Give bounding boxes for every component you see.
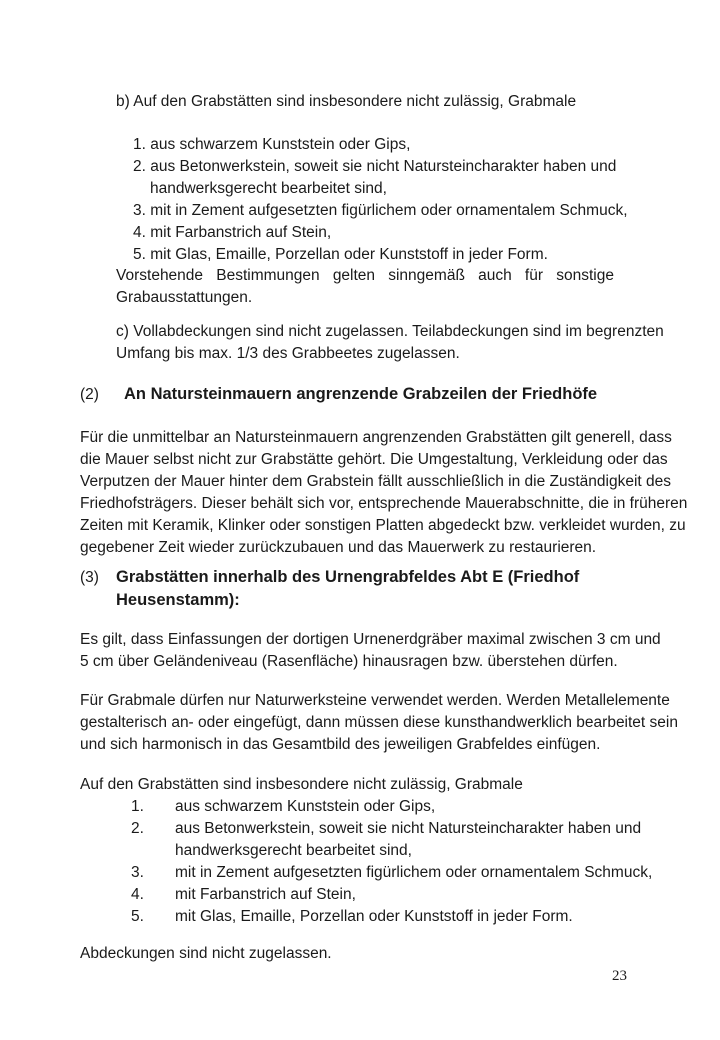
section-2-para-line: Für die unmittelbar an Natursteinmauern angrenzenden Grabstätten gilt generell, dass: [80, 429, 672, 446]
section-2-heading: An Natursteinmauern angrenzende Grabzeilen der Friedhöfe: [124, 385, 598, 403]
section-3-list-intro: Auf den Grabstätten sind insbesondere nicht zulässig, Grabmale: [80, 776, 523, 793]
list-number: 1.: [131, 798, 144, 815]
section-3-para-1-line: 5 cm über Geländeniveau (Rasenfläche) hinausragen bzw. überstehen dürfen.: [80, 653, 618, 670]
note-word: Bestimmungen: [216, 267, 320, 284]
section-3-para-2-line: gestalterisch an- oder eingefügt, dann müssen diese kunsthandwerklich bearbeitet sein: [80, 714, 678, 731]
list-number: 4.: [131, 886, 144, 903]
page-number: 23: [612, 968, 627, 984]
list-number: 5.: [131, 908, 144, 925]
section-b-item-1: 1. aus schwarzem Kunststein oder Gips,: [133, 136, 411, 153]
list-item-text: mit Farbanstrich auf Stein,: [175, 886, 356, 903]
section-3-para-2-line: Für Grabmale dürfen nur Naturwerksteine verwendet werden. Werden Metallelemente: [80, 692, 670, 709]
section-2-para-line: Zeiten mit Keramik, Klinker oder sonstigen Platten abgedeckt bzw. verkleidet wurden, zu: [80, 517, 686, 534]
section-3-number: (3): [80, 569, 99, 586]
section-2-para-line: Friedhofsträgers. Dieser behält sich vor, entsprechende Mauerabschnitte, die in früheren: [80, 495, 688, 512]
note-word: gelten: [332, 267, 376, 284]
note-word: Vorstehende: [116, 267, 204, 284]
list-item-text: handwerksgerecht bearbeitet sind,: [175, 842, 412, 859]
section-3-closing: Abdeckungen sind nicht zugelassen.: [80, 945, 332, 962]
list-item-text: aus schwarzem Kunststein oder Gips,: [175, 798, 436, 815]
section-b-note-line-2: Grabausstattungen.: [116, 289, 253, 306]
section-b-item-2: 2. aus Betonwerkstein, soweit sie nicht Natursteincharakter haben und: [133, 158, 617, 175]
list-number: 3.: [131, 864, 144, 881]
section-b-item-4: 4. mit Farbanstrich auf Stein,: [133, 224, 332, 241]
section-b-item-3: 3. mit in Zement aufgesetzten figürlichem oder ornamentalem Schmuck,: [133, 202, 628, 219]
section-b-item-5: 5. mit Glas, Emaille, Porzellan oder Kunststoff in jeder Form.: [133, 246, 548, 263]
list-item-text: mit Glas, Emaille, Porzellan oder Kunststoff in jeder Form.: [175, 908, 573, 925]
section-3-heading-line-1: Grabstätten innerhalb des Urnengrabfeldes Abt E (Friedhof: [116, 568, 580, 586]
section-3-heading-line-2: Heusenstamm):: [116, 591, 240, 609]
note-word: sinngemäß: [388, 267, 465, 284]
note-word: auch: [478, 267, 512, 284]
section-3-para-2-line: und sich harmonisch in das Gesamtbild des jeweiligen Grabfeldes einfügen.: [80, 736, 601, 753]
note-word: sonstige: [556, 267, 614, 284]
section-b-note: [116, 266, 614, 286]
section-2-para-line: die Mauer selbst nicht zur Grabstätte gehört. Die Umgestaltung, Verkleidung oder das: [80, 451, 668, 468]
section-2-para-line: gegebener Zeit wieder zurückzubauen und das Mauerwerk zu restaurieren.: [80, 539, 597, 556]
section-c-line-2: Umfang bis max. 1/3 des Grabbeetes zugelassen.: [116, 345, 460, 362]
section-2-number: (2): [80, 386, 99, 403]
section-3-para-1-line: Es gilt, dass Einfassungen der dortigen Urnenerdgräber maximal zwischen 3 cm und: [80, 631, 661, 648]
list-item-text: mit in Zement aufgesetzten figürlichem oder ornamentalem Schmuck,: [175, 864, 653, 881]
section-2-para-line: Verputzen der Mauer hinter dem Grabstein fällt ausschließlich in die Zuständigkeit des: [80, 473, 672, 490]
section-c-line-1: c) Vollabdeckungen sind nicht zugelassen. Teilabdeckungen sind im begrenzten: [116, 323, 664, 340]
section-b-item-2-cont: handwerksgerecht bearbeitet sind,: [150, 180, 387, 197]
list-item-text: aus Betonwerkstein, soweit sie nicht Natursteincharakter haben und: [175, 820, 642, 837]
section-b-intro: b) Auf den Grabstätten sind insbesondere nicht zulässig, Grabmale: [116, 93, 577, 110]
list-number: 2.: [131, 820, 144, 837]
note-word: für: [524, 267, 544, 284]
